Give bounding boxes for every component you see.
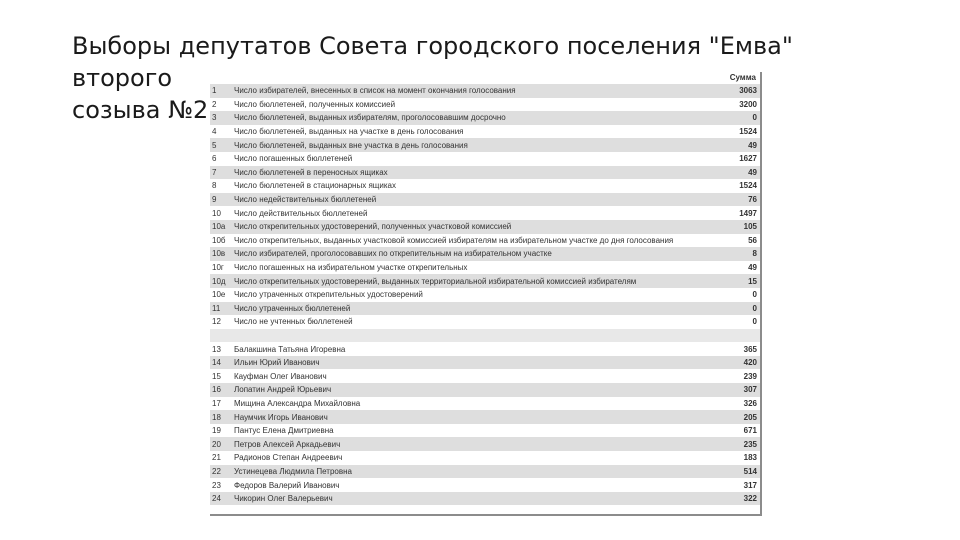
row-number: 20 (212, 439, 221, 449)
table-row (210, 84, 760, 98)
row-number: 10б (212, 235, 226, 245)
row-number: 13 (212, 344, 221, 354)
row-label: Число бюллетеней, выданных вне участка в день голосования (234, 140, 468, 150)
table-row (210, 315, 760, 329)
row-number: 4 (212, 127, 217, 137)
row-number: 9 (212, 195, 217, 205)
row-number: 7 (212, 167, 217, 177)
row-number: 10 (212, 208, 221, 218)
table-spacer-row (210, 329, 760, 343)
table-row (210, 234, 760, 248)
row-label: Число бюллетеней в стационарных ящиках (234, 181, 396, 191)
table-row (210, 410, 760, 424)
table-body (210, 84, 760, 505)
row-label: Число бюллетеней, выданных избирателям, проголосовавшим досрочно (234, 113, 506, 123)
row-number: 14 (212, 358, 221, 368)
page-title: Выборы депутатов Совета городского поселения "Емва" второго созыва №2 (72, 32, 793, 124)
table-row (210, 397, 760, 411)
row-value: 205 (743, 412, 757, 422)
table-row (210, 220, 760, 234)
row-label: Число открепительных, выданных участковой комиссией избирателям на избирательном участке до дня голосования (234, 235, 674, 245)
row-number: 16 (212, 385, 221, 395)
row-value: 105 (743, 222, 757, 232)
table-row (210, 125, 760, 139)
table-row (210, 193, 760, 207)
row-label: Ильин Юрий Иванович (234, 358, 320, 368)
row-number: 6 (212, 154, 217, 164)
table-row (210, 369, 760, 383)
row-number: 8 (212, 181, 217, 191)
row-value: 0 (752, 303, 757, 313)
row-value: 183 (743, 453, 757, 463)
table-row (210, 247, 760, 261)
row-value: 1627 (739, 154, 757, 164)
row-number: 10е (212, 290, 226, 300)
row-value: 239 (743, 371, 757, 381)
row-number: 10а (212, 222, 226, 232)
table-row (210, 206, 760, 220)
table-row (210, 356, 760, 370)
row-number: 5 (212, 140, 217, 150)
row-label: Число недействительных бюллетеней (234, 195, 377, 205)
row-number: 10д (212, 276, 226, 286)
table-row (210, 152, 760, 166)
row-number: 3 (212, 113, 217, 123)
row-number: 11 (212, 303, 221, 313)
table-row (210, 98, 760, 112)
row-value: 3063 (739, 86, 757, 96)
row-value: 365 (743, 344, 757, 354)
row-label: Лопатин Андрей Юрьевич (234, 385, 332, 395)
row-label: Число открепительных удостоверений, полученных участковой комиссией (234, 222, 512, 232)
row-value: 56 (748, 235, 757, 245)
row-value: 317 (743, 480, 757, 490)
row-value: 49 (748, 263, 757, 273)
row-value: 671 (743, 426, 757, 436)
row-label: Число избирателей, проголосовавших по открепительным на избирательном участке (234, 249, 552, 259)
row-label: Балакшина Татьяна Игоревна (234, 344, 346, 354)
row-label: Число бюллетеней в переносных ящиках (234, 167, 388, 177)
table-row (210, 179, 760, 193)
table-row (210, 302, 760, 316)
row-value: 0 (752, 317, 757, 327)
row-number: 15 (212, 371, 221, 381)
row-value: 0 (752, 113, 757, 123)
row-number: 10в (212, 249, 226, 259)
table-row (210, 111, 760, 125)
row-number: 21 (212, 453, 221, 463)
row-number: 22 (212, 466, 221, 476)
table-row (210, 138, 760, 152)
row-label: Мищина Александра Михайловна (234, 398, 361, 408)
row-label: Число бюллетеней, выданных на участке в день голосования (234, 127, 464, 137)
row-number: 10г (212, 263, 224, 273)
table-row (210, 492, 760, 506)
row-number: 18 (212, 412, 221, 422)
row-value: 235 (743, 439, 757, 449)
table-row (210, 478, 760, 492)
row-label: Число погашенных бюллетеней (234, 154, 353, 164)
row-label: Число действительных бюллетеней (234, 208, 368, 218)
table-row (210, 437, 760, 451)
table-row (210, 342, 760, 356)
row-value: 15 (748, 276, 757, 286)
row-label: Кауфман Олег Иванович (234, 371, 327, 381)
row-label: Федоров Валерий Иванович (234, 480, 340, 490)
row-label: Число избирателей, внесенных в список на момент окончания голосования (234, 86, 516, 96)
table-row (210, 261, 760, 275)
row-value: 0 (752, 290, 757, 300)
row-label: Пантус Елена Дмитриевна (234, 426, 334, 436)
table-row (210, 166, 760, 180)
results-table (210, 72, 762, 516)
row-label: Число утраченных бюллетеней (234, 303, 351, 313)
table-row (210, 274, 760, 288)
row-label: Число бюллетеней, полученных комиссией (234, 99, 396, 109)
table-row (210, 288, 760, 302)
row-label: Число открепительных удостоверений, выданных территориальной избирательной комиссией избирателям (234, 276, 637, 286)
row-number: 1 (212, 86, 217, 96)
row-label: Устинецева Людмила Петровна (234, 466, 352, 476)
row-label: Число погашенных на избирательном участке открепительных (234, 263, 468, 273)
row-label: Петров Алексей Аркадьевич (234, 439, 341, 449)
sum-column-header: Сумма (729, 73, 756, 82)
row-value: 1497 (739, 208, 757, 218)
row-number: 19 (212, 426, 221, 436)
row-value: 307 (743, 385, 757, 395)
row-value: 1524 (739, 127, 757, 137)
row-label: Чикорин Олег Валерьевич (234, 494, 333, 504)
row-value: 3200 (739, 99, 757, 109)
row-value: 49 (748, 140, 757, 150)
row-label: Число утраченных открепительных удостоверений (234, 290, 423, 300)
row-value: 76 (748, 195, 757, 205)
row-number: 12 (212, 317, 221, 327)
table-row (210, 383, 760, 397)
row-number: 2 (212, 99, 217, 109)
row-number: 17 (212, 398, 221, 408)
row-value: 49 (748, 167, 757, 177)
row-number: 24 (212, 494, 221, 504)
row-value: 514 (743, 466, 757, 476)
row-value: 1524 (739, 181, 757, 191)
row-label: Наумчик Игорь Иванович (234, 412, 328, 422)
table-row (210, 451, 760, 465)
row-value: 326 (743, 398, 757, 408)
row-number: 23 (212, 480, 221, 490)
table-row (210, 424, 760, 438)
row-value: 322 (743, 494, 757, 504)
row-label: Число не учтенных бюллетеней (234, 317, 353, 327)
row-value: 420 (743, 358, 757, 368)
table-row (210, 465, 760, 479)
row-label: Радионов Степан Андреевич (234, 453, 343, 463)
row-value: 8 (752, 249, 757, 259)
